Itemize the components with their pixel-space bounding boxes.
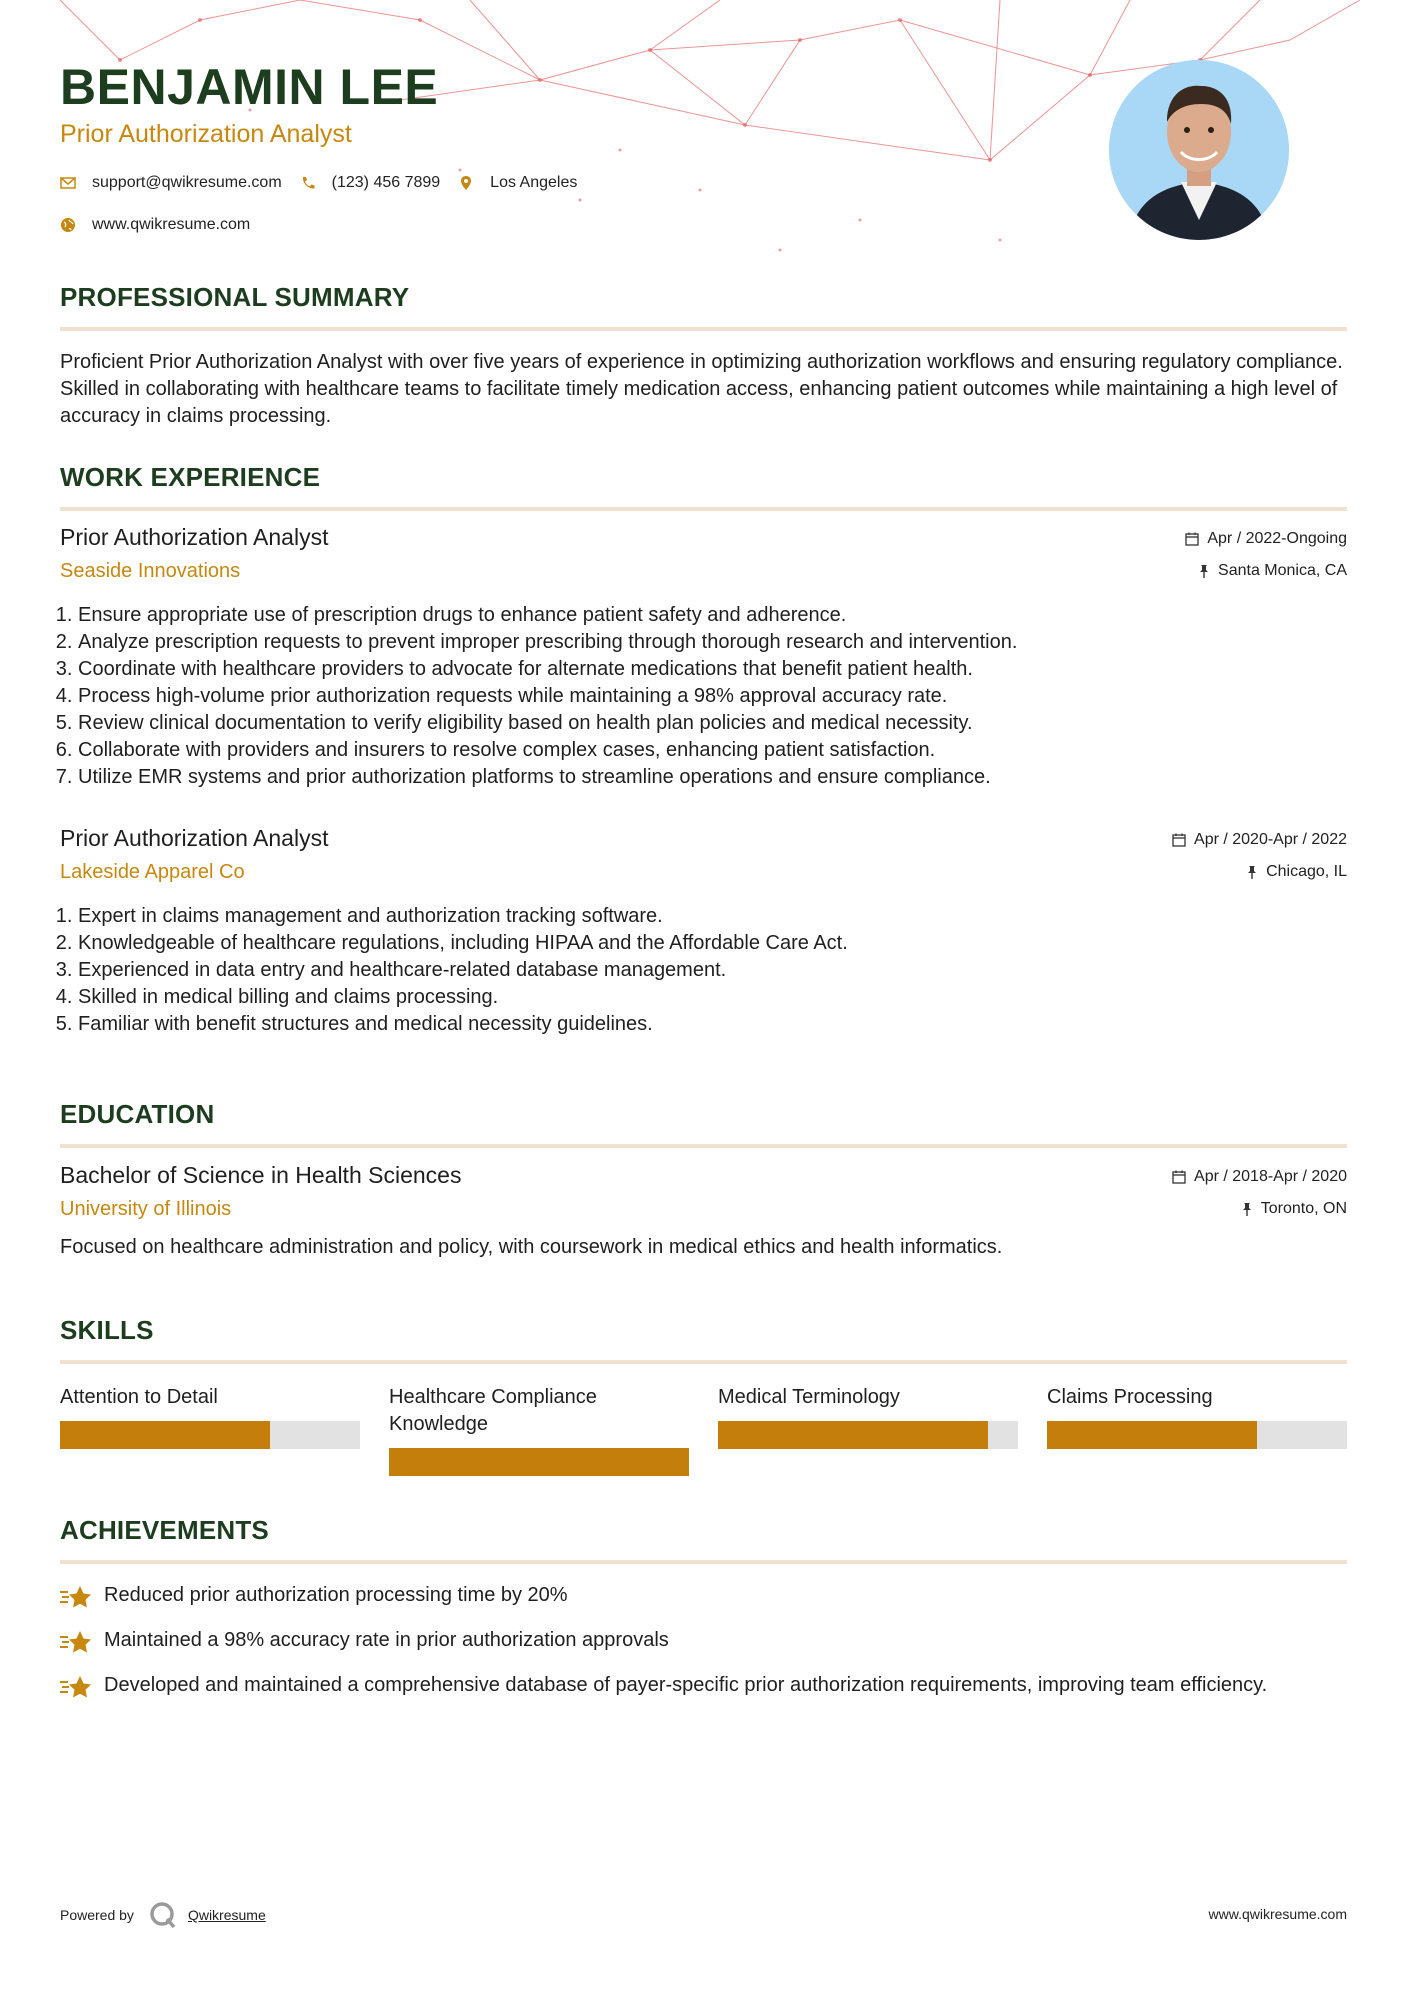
job-bullets <box>60 602 1347 791</box>
star-icon <box>60 1584 92 1610</box>
achievement-item <box>60 1582 1347 1610</box>
pushpin-icon <box>1241 1202 1253 1216</box>
skill-bar <box>1047 1421 1347 1449</box>
section-divider <box>60 1360 1347 1364</box>
skill-label: Healthcare Compliance Knowledge <box>389 1386 597 1435</box>
job-company: Seaside Innovations <box>60 560 241 582</box>
email-item[interactable] <box>60 174 282 192</box>
skills-grid <box>60 1384 1347 1476</box>
section-divider <box>60 327 1347 331</box>
skill-label: Attention to Detail <box>60 1386 218 1408</box>
skill-bar <box>60 1421 360 1449</box>
job-location-text: Chicago, IL <box>1266 863 1347 880</box>
profile-photo <box>1109 60 1289 240</box>
job-date-text: Apr / 2022-Ongoing <box>1207 530 1347 547</box>
list-item: 6. Collaborate with providers and insurers to resolve complex cases, enhancing patient satisfaction. <box>78 737 1347 764</box>
footer-website[interactable]: www.qwikresume.com <box>1208 1906 1347 1922</box>
job-title: Prior Authorization Analyst <box>60 524 329 550</box>
location-item <box>458 174 577 192</box>
job-bullets <box>60 903 1347 1038</box>
education-section <box>60 1099 1347 1148</box>
calendar-icon <box>1185 532 1199 546</box>
skills-section <box>60 1315 1347 1476</box>
skill-item <box>1047 1384 1347 1476</box>
education-date <box>1172 1168 1347 1186</box>
phone-item[interactable] <box>300 174 441 192</box>
skill-label: Medical Terminology <box>718 1386 900 1408</box>
candidate-title: Prior Authorization Analyst <box>60 120 352 148</box>
list-item: 1. Expert in claims management and authorization tracking software. <box>78 903 1347 930</box>
list-item: 3. Experienced in data entry and healthcare-related database management. <box>78 957 1347 984</box>
skill-bar-fill <box>1047 1421 1257 1449</box>
skill-item <box>718 1384 1018 1476</box>
contact-row-1 <box>60 174 595 192</box>
list-item: 3. Coordinate with healthcare providers to advocate for alternate medications that benefit patient health. <box>78 656 1347 683</box>
map-pin-icon <box>458 175 474 191</box>
experience-heading: WORK EXPERIENCE <box>60 462 321 492</box>
achievement-text: Developed and maintained a comprehensive database of payer-specific prior authorization requirements, improving team efficiency. <box>104 1674 1268 1696</box>
email-text: support@qwikresume.com <box>92 174 282 191</box>
section-divider <box>60 1560 1347 1564</box>
section-divider <box>60 1144 1347 1148</box>
job-date <box>1185 530 1347 548</box>
job-title: Prior Authorization Analyst <box>60 825 329 851</box>
skill-bar <box>389 1448 689 1476</box>
job-location-text: Santa Monica, CA <box>1218 562 1347 579</box>
achievement-text: Maintained a 98% accuracy rate in prior authorization approvals <box>104 1629 669 1651</box>
qwikresume-logo-icon <box>148 1900 178 1930</box>
skill-bar-fill <box>389 1448 689 1476</box>
achievement-text: Reduced prior authorization processing time by 20% <box>104 1584 568 1606</box>
calendar-icon <box>1172 833 1186 847</box>
education-description: Focused on healthcare administration and policy, with coursework in medical ethics and health informatics. <box>60 1236 1003 1258</box>
education-heading: EDUCATION <box>60 1099 215 1129</box>
location-text: Los Angeles <box>490 174 578 191</box>
skills-heading: SKILLS <box>60 1315 154 1345</box>
powered-by-text: Powered by <box>60 1907 134 1923</box>
list-item: 2. Knowledgeable of healthcare regulations, including HIPAA and the Affordable Care Act. <box>78 930 1347 957</box>
job-location <box>1246 863 1347 881</box>
skill-bar <box>718 1421 1018 1449</box>
summary-section <box>60 282 1347 430</box>
achievement-item <box>60 1627 1347 1655</box>
envelope-icon <box>60 175 76 191</box>
list-item: 5. Review clinical documentation to verify eligibility based on health plan policies and medical necessity. <box>78 710 1347 737</box>
contact-row-2 <box>60 216 268 234</box>
phone-text: (123) 456 7899 <box>331 174 441 191</box>
star-icon <box>60 1674 92 1700</box>
skill-bar-fill <box>718 1421 988 1449</box>
education-location-text: Toronto, ON <box>1260 1200 1347 1217</box>
job-date <box>1172 831 1347 849</box>
pushpin-icon <box>1246 865 1258 879</box>
calendar-icon <box>1172 1170 1186 1184</box>
education-date-text: Apr / 2018-Apr / 2020 <box>1194 1168 1347 1185</box>
summary-text: Proficient Prior Authorization Analyst with over five years of experience in optimizing authorization workflows and ensuring regulatory compliance. Skilled in collaborating with healthcare teams to facilitate timely medication access, enhancing patient outcomes while maintaining a high level of accuracy in claims processing. <box>60 351 1343 427</box>
qwikresume-link[interactable]: Qwikresume <box>187 1907 266 1923</box>
website-item[interactable] <box>60 216 250 234</box>
achievement-item <box>60 1672 1347 1700</box>
achievements-section <box>60 1515 1347 1717</box>
list-item: 7. Utilize EMR systems and prior authorization platforms to streamline operations and ensure compliance. <box>78 764 1347 791</box>
list-item: 4. Skilled in medical billing and claims processing. <box>78 984 1347 1011</box>
skill-item <box>60 1384 360 1476</box>
list-item: 1. Ensure appropriate use of prescription drugs to enhance patient safety and adherence. <box>78 602 1347 629</box>
candidate-name: BENJAMIN LEE <box>60 59 439 115</box>
achievements-list <box>60 1582 1347 1700</box>
footer-powered <box>60 1900 266 1930</box>
experience-section <box>60 462 1347 511</box>
job-date-text: Apr / 2020-Apr / 2022 <box>1194 831 1347 848</box>
education-location <box>1241 1200 1347 1218</box>
achievements-heading: ACHIEVEMENTS <box>60 1515 269 1545</box>
degree-title: Bachelor of Science in Health Sciences <box>60 1162 462 1188</box>
summary-heading: PROFESSIONAL SUMMARY <box>60 282 410 312</box>
globe-icon <box>60 217 76 233</box>
job-location <box>1198 562 1347 580</box>
list-item: 5. Familiar with benefit structures and medical necessity guidelines. <box>78 1011 1347 1038</box>
list-item: 2. Analyze prescription requests to prevent improper prescribing through thorough research and intervention. <box>78 629 1347 656</box>
website-text: www.qwikresume.com <box>92 216 251 233</box>
star-icon <box>60 1629 92 1655</box>
school-name: University of Illinois <box>60 1198 232 1220</box>
skill-item <box>389 1384 689 1476</box>
avatar <box>1109 60 1289 240</box>
job-company: Lakeside Apparel Co <box>60 861 245 883</box>
skill-bar-fill <box>60 1421 270 1449</box>
section-divider <box>60 507 1347 511</box>
pushpin-icon <box>1198 564 1210 578</box>
list-item: 4. Process high-volume prior authorization requests while maintaining a 98% approval accuracy rate. <box>78 683 1347 710</box>
phone-icon <box>300 175 316 191</box>
skill-label: Claims Processing <box>1047 1386 1213 1408</box>
